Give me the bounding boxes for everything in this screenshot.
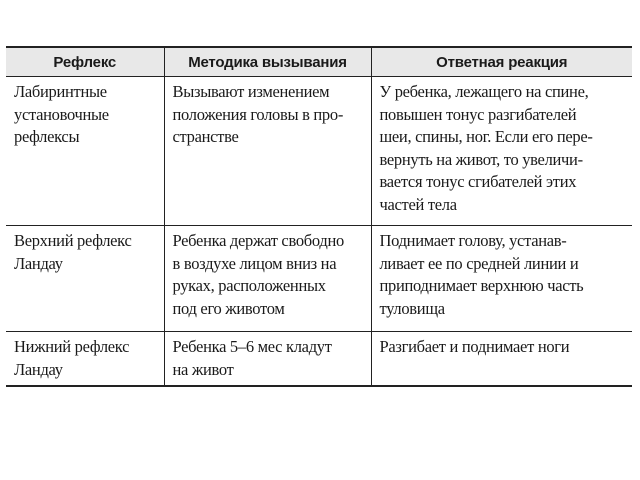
table-row	[6, 226, 632, 332]
cell-reflex	[6, 77, 164, 226]
cell-method	[164, 77, 371, 226]
header-method: Методика вызывания	[164, 48, 371, 77]
header-reflex: Рефлекс	[6, 48, 164, 77]
cell-text: Верхний рефлекс Ландау	[14, 231, 132, 273]
cell-text: Поднимает голову, устанав- ливает ее по средней линии и приподнимает верхнюю часть туловища	[379, 231, 584, 318]
table-header-row	[6, 48, 632, 77]
cell-response	[371, 226, 632, 332]
cell-text: Разгибает и поднимает ноги	[379, 337, 570, 356]
cell-response	[371, 77, 632, 226]
cell-reflex	[6, 226, 164, 332]
cell-text: Лабиринтные установочные рефлексы	[14, 82, 109, 146]
cell-text: Вызывают изменением положения головы в про- странстве	[172, 82, 344, 146]
cell-text: У ребенка, лежащего на спине, повышен тонус разгибателей шеи, спины, ног. Если его пере- вернуть на живот, то увеличи- вается тонус сгибателей этих частей тела	[379, 82, 593, 214]
cell-reflex	[6, 332, 164, 386]
cell-method	[164, 226, 371, 332]
reflex-table	[6, 48, 632, 385]
cell-text: Ребенка 5–6 мес кладут на живот	[172, 337, 332, 379]
cell-method	[164, 332, 371, 386]
header-response: Ответная реакция	[371, 48, 632, 77]
reflex-table-container	[6, 46, 632, 387]
table-row	[6, 77, 632, 226]
cell-text: Ребенка держат свободно в воздухе лицом вниз на руках, расположенных под его животом	[172, 231, 344, 318]
cell-text: Нижний рефлекс Ландау	[14, 337, 130, 379]
cell-response	[371, 332, 632, 386]
table-row	[6, 332, 632, 386]
